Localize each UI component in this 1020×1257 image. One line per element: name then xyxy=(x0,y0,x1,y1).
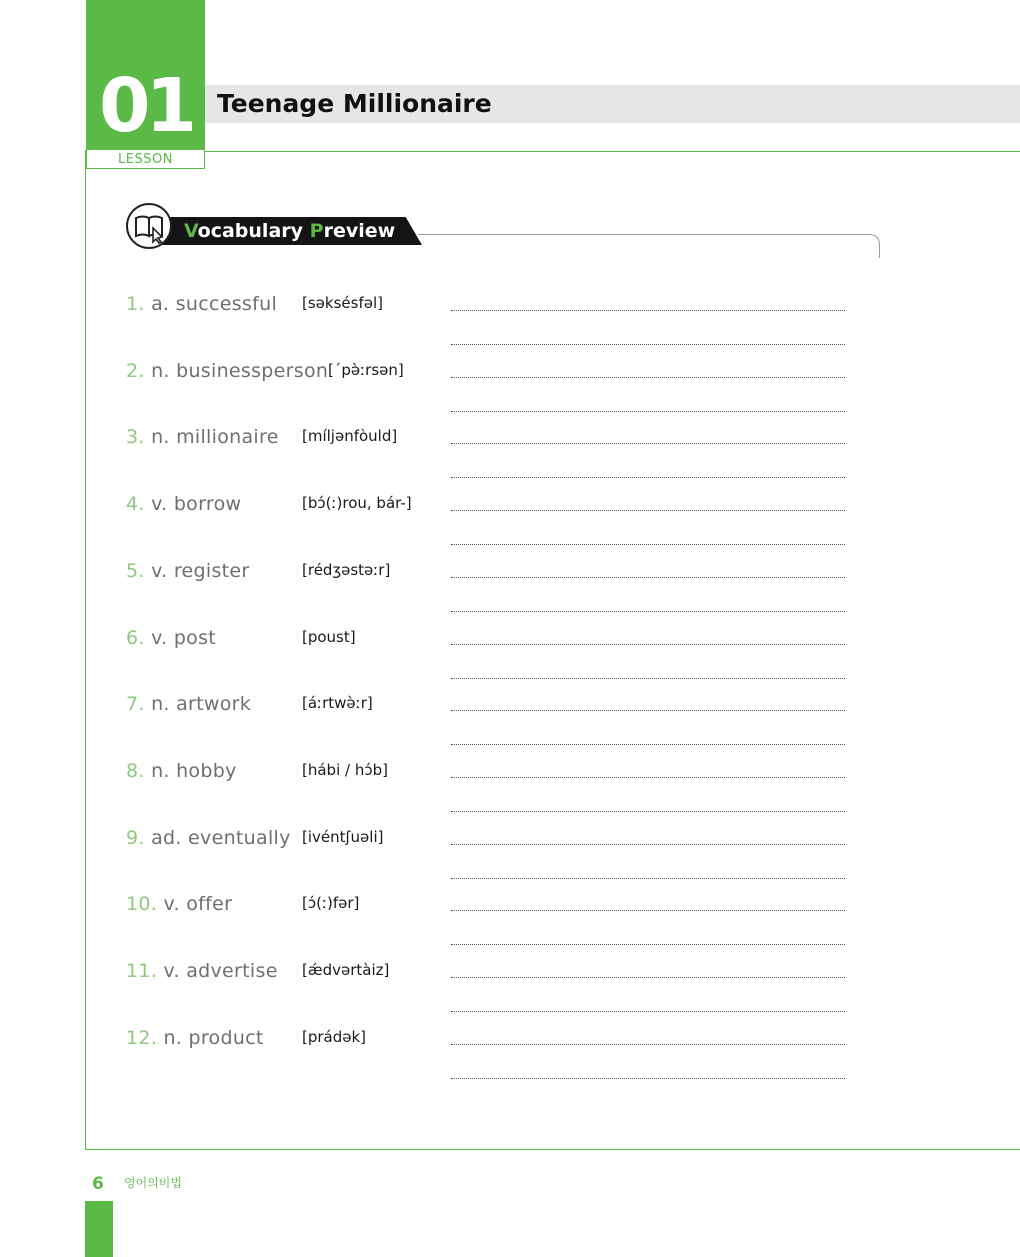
vocab-term: v. borrow xyxy=(144,493,242,515)
vocab-phonetic: [ˊpə̀ːrsən] xyxy=(328,361,404,379)
vocab-word xyxy=(126,490,241,518)
vocab-phonetic: [bɔ́(ː)rou, bár-] xyxy=(302,494,412,512)
answer-line[interactable] xyxy=(451,910,845,911)
vocab-word xyxy=(126,890,232,918)
vocab-phonetic: [poust] xyxy=(302,628,356,646)
vocab-number: 7. xyxy=(126,693,145,715)
vocab-term: n. hobby xyxy=(144,760,237,782)
vocab-word xyxy=(126,290,277,318)
vocab-phonetic: [míljənfòuld] xyxy=(302,427,398,445)
answer-line[interactable] xyxy=(451,944,845,945)
answer-line[interactable] xyxy=(451,411,845,412)
vocab-phonetic: [səksésfəl] xyxy=(302,294,383,312)
vocab-phonetic: [ivéntʃuəli] xyxy=(302,828,384,846)
vocab-number: 8. xyxy=(126,760,145,782)
footer-bar xyxy=(85,1201,113,1257)
vocab-word xyxy=(126,690,251,718)
vocab-term: v. advertise xyxy=(157,960,278,982)
vocab-number: 2. xyxy=(126,360,145,382)
vocab-number: 10. xyxy=(126,893,158,915)
vocab-term: v. post xyxy=(144,627,217,649)
answer-line[interactable] xyxy=(451,977,845,978)
answer-line[interactable] xyxy=(451,744,845,745)
vocab-word xyxy=(126,824,291,852)
answer-line[interactable] xyxy=(451,611,845,612)
lesson-number: 01 xyxy=(99,63,192,149)
vocab-word xyxy=(126,624,216,652)
answer-line[interactable] xyxy=(451,477,845,478)
vocab-word xyxy=(126,557,250,585)
vocab-word xyxy=(126,957,278,985)
lesson-title: Teenage Millionaire xyxy=(217,89,492,118)
answer-line[interactable] xyxy=(451,577,845,578)
vocab-number: 11. xyxy=(126,960,158,982)
vocab-phonetic: [prádək] xyxy=(302,1028,367,1046)
section-rule xyxy=(418,234,880,258)
vocab-term: n. artwork xyxy=(144,693,252,715)
answer-line[interactable] xyxy=(451,844,845,845)
vocab-number: 5. xyxy=(126,560,145,582)
page-bottom-border xyxy=(85,1149,1020,1150)
vocab-number: 1. xyxy=(126,293,145,315)
answer-line[interactable] xyxy=(451,777,845,778)
vocab-term: ad. eventually xyxy=(144,827,291,849)
answer-line[interactable] xyxy=(451,710,845,711)
vocab-term: n. product xyxy=(157,1027,264,1049)
lesson-label: LESSON xyxy=(118,152,173,167)
book-cursor-icon xyxy=(126,203,172,249)
answer-line[interactable] xyxy=(451,811,845,812)
header-divider xyxy=(205,151,1020,152)
page-left-border xyxy=(85,150,86,1150)
answer-line[interactable] xyxy=(451,678,845,679)
vocab-word xyxy=(126,757,237,785)
answer-line[interactable] xyxy=(451,1044,845,1045)
vocab-number: 9. xyxy=(126,827,145,849)
section-title-initial-p: P xyxy=(309,220,324,242)
section-title-word-2: review xyxy=(323,220,396,242)
vocab-term: n. millionaire xyxy=(144,426,279,448)
vocab-phonetic: [hábi / hɔ́b] xyxy=(302,761,388,779)
vocab-word xyxy=(126,423,279,451)
vocab-term: v. offer xyxy=(157,893,233,915)
vocab-phonetic: [áːrtwə̀ːr] xyxy=(302,694,373,712)
section-title-initial-v: V xyxy=(184,220,198,242)
answer-line[interactable] xyxy=(451,1011,845,1012)
answer-line[interactable] xyxy=(451,878,845,879)
answer-line[interactable] xyxy=(451,544,845,545)
vocab-term: a. successful xyxy=(144,293,278,315)
answer-line[interactable] xyxy=(451,310,845,311)
vocab-term: n. businessperson xyxy=(144,360,329,382)
vocab-word xyxy=(126,1024,264,1052)
vocab-number: 4. xyxy=(126,493,145,515)
page-number: 6 xyxy=(92,1174,104,1194)
section-title xyxy=(184,216,395,246)
vocab-number: 6. xyxy=(126,627,145,649)
vocab-phonetic: [ǽdvərtàiz] xyxy=(302,961,390,979)
vocab-number: 3. xyxy=(126,426,145,448)
section-title-word-1: ocabulary xyxy=(197,220,310,242)
answer-line[interactable] xyxy=(451,344,845,345)
answer-line[interactable] xyxy=(451,644,845,645)
book-title: 영어의비법 xyxy=(124,1176,182,1190)
vocab-word xyxy=(126,357,328,385)
vocab-number: 12. xyxy=(126,1027,158,1049)
answer-line[interactable] xyxy=(451,510,845,511)
answer-line[interactable] xyxy=(451,443,845,444)
vocab-phonetic: [ɔ́(ː)fər] xyxy=(302,894,360,912)
vocab-phonetic: [rédʒəstəːr] xyxy=(302,561,391,579)
answer-line[interactable] xyxy=(451,377,845,378)
answer-line[interactable] xyxy=(451,1078,845,1079)
vocab-term: v. register xyxy=(144,560,250,582)
